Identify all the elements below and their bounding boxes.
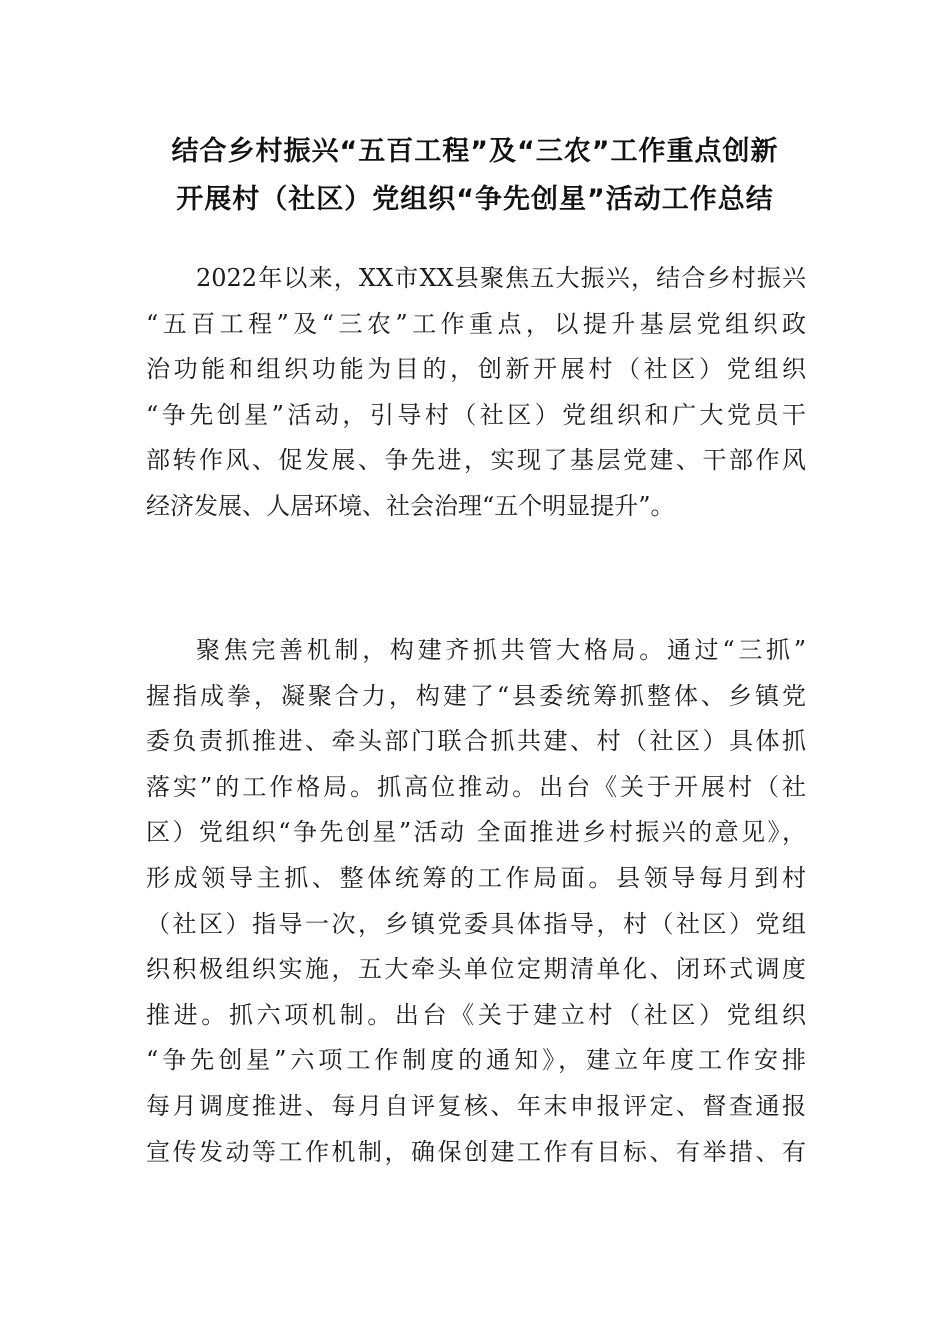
paragraph-line: 治功能和组织功能为目的，创新开展村（社区）党组织 <box>146 355 806 384</box>
paragraph-line: “五百工程”及“三农”工作重点，以提升基层党组织政 <box>146 309 806 338</box>
title-line-2: 开展村（社区）党组织“争先创星”活动工作总结 <box>176 184 774 215</box>
paragraph-line: 形成领导主抓、整体统筹的工作局面。县领导每月到村 <box>146 863 806 892</box>
paragraph-line: “争先创星”六项工作制度的通知》，建立年度工作安排 <box>146 1046 806 1075</box>
paragraph-line: 2022年以来，XX市XX县聚焦五大振兴，结合乡村振兴 <box>196 264 806 292</box>
paragraph-line: （社区）指导一次，乡镇党委具体指导，村（社区）党组 <box>146 909 806 938</box>
paragraph-line: 织积极组织实施，五大牵头单位定期清单化、闭环式调度 <box>146 955 806 984</box>
paragraph-line: 聚焦完善机制，构建齐抓共管大格局。通过“三抓” <box>196 636 806 664</box>
paragraph-line: 推进。抓六项机制。出台《关于建立村（社区）党组织 <box>146 1000 806 1029</box>
paragraph-line: “争先创星”活动，引导村（社区）党组织和广大党员干 <box>146 400 806 429</box>
paragraph-line: 委负责抓推进、牵头部门联合抓共建、村（社区）具体抓 <box>146 727 806 756</box>
paragraph-line: 落实”的工作格局。抓高位推动。出台《关于开展村（社 <box>146 772 806 801</box>
paragraph-line: 握指成拳，凝聚合力，构建了“县委统筹抓整体、乡镇党 <box>146 681 806 710</box>
paragraph-mechanism <box>146 628 806 1175</box>
title-line-1: 结合乡村振兴“五百工程”及“三农”工作重点创新 <box>171 136 779 167</box>
paragraph-line: 部转作风、促发展、争先进，实现了基层党建、干部作风 <box>146 446 806 475</box>
paragraph-line: 每月调度推进、每月自评复核、年末申报评定、督查通报 <box>146 1091 806 1120</box>
paragraph-intro <box>146 256 806 530</box>
paragraph-line: 经济发展、人居环境、社会治理“五个明显提升”。 <box>146 491 675 520</box>
document-title <box>120 128 830 224</box>
paragraph-line: 区）党组织“争先创星”活动 全面推进乡村振兴的意见》， <box>146 818 806 847</box>
paragraph-line: 宣传发动等工作机制，确保创建工作有目标、有举措、有 <box>146 1137 806 1166</box>
